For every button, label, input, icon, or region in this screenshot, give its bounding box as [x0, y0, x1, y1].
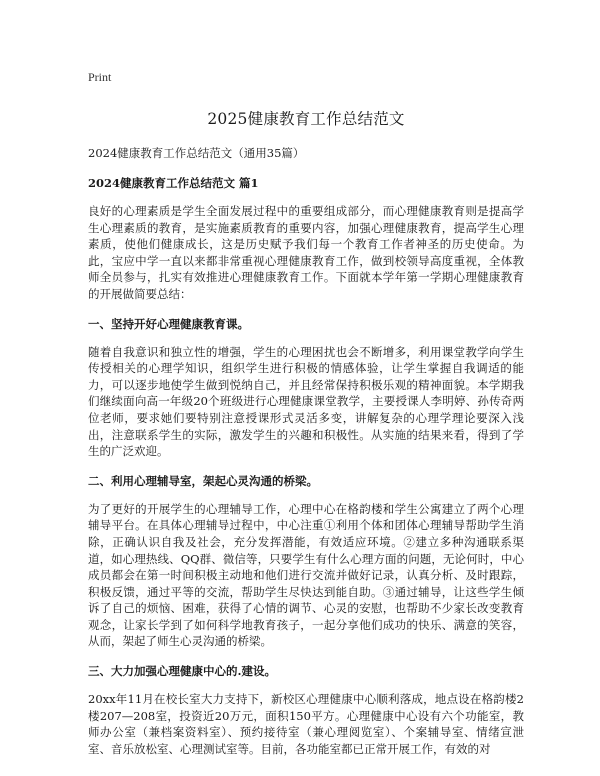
article-heading: 2024健康教育工作总结范文 篇1: [88, 176, 259, 190]
section-heading-1: 一、坚持开好心理健康教育课。: [88, 316, 249, 331]
section-1-paragraph: 随着自我意识和独立性的增强，学生的心理困扰也会不断增多，利用课堂教学向学生传授相关的心理学知识，组织学生进行积极的情感体验，让学生掌握自我调适的能力，可以逐步地使学生做到悦纳自己，并且经常保持积极乐观的精神面貌。本学期我们继续面向高一年级20个班级进行心理健康课堂教学，主要授课人李明婷、孙传奇两位老师，要求她们要特别注意授课形式灵活多变，讲解复杂的心理学理论要深入浅出，注意联系学生的实际，激发学生的兴趣和积极性。从实施的结果来看，得到了学生的广泛欢迎。: [88, 344, 524, 459]
print-label: Print: [88, 70, 112, 84]
section-heading-3: 三、大力加强心理健康中心的.建设。: [88, 664, 277, 679]
section-2-paragraph: 为了更好的开展学生的心理辅导工作，心理中心在格韵楼和学生公寓建立了两个心理辅导平台。在具体心理辅导过程中，中心注重①利用个体和团体心理辅导帮助学生消除，正确认识自我及社会，充分发挥潜能，有效适应环境。②建立多种沟通联系渠道，如心理热线、QQ群、微信等，只要学生有什么心理方面的问题，无论何时，中心成员都会在第一时间积极主动地和他们进行交流并做好记录，认真分析、及时跟踪，积极反馈，通过平等的交流，帮助学生尽快达到能自助。③通过辅导，让这些学生倾诉了自己的烦恼、困难，获得了心情的调节、心灵的安慰，也帮助不少家长改变教育观念，让家长学到了如何科学地教育孩子，一起分享他们成功的快乐、满意的笑容，从而，架起了师生心灵沟通的桥梁。: [88, 501, 524, 649]
document-subtitle: 2024健康教育工作总结范文（通用35篇）: [88, 146, 305, 160]
intro-paragraph: 良好的心理素质是学生全面发展过程中的重要组成部分，而心理健康教育则是提高学生心理素质的教育，是实施素质教育的重要内容，加强心理健康教育，提高学生心理素质，使他们健康成长，这是历史赋予我们每一个教育工作者神圣的历史使命。为此，宝应中学一直以来都非常重视心理健康教育工作，做到校领导高度重视，全体教师全员参与，扎实有效推进心理健康教育工作。下面就本学年第一学期心理健康教育的开展做简要总结：: [88, 204, 524, 301]
section-3-paragraph: 20xx年11月在校长室大力支持下，新校区心理健康中心顺利落成，地点设在格韵楼2楼207—208室，投资近20万元，面积150平方。心理健康中心设有六个功能室，教师办公室（兼档案资料室）、预约接待室（兼心理阅览室）、个案辅导室、情绪宣泄室、音乐放松室、心理测试室等。目前，各功能室都已正常开展工作，有效的对: [88, 692, 524, 756]
document-page: [88, 64, 524, 770]
document-title: 2025健康教育工作总结范文: [207, 110, 405, 128]
section-heading-2: 二、利用心理辅导室，架起心灵沟通的桥梁。: [88, 473, 318, 488]
